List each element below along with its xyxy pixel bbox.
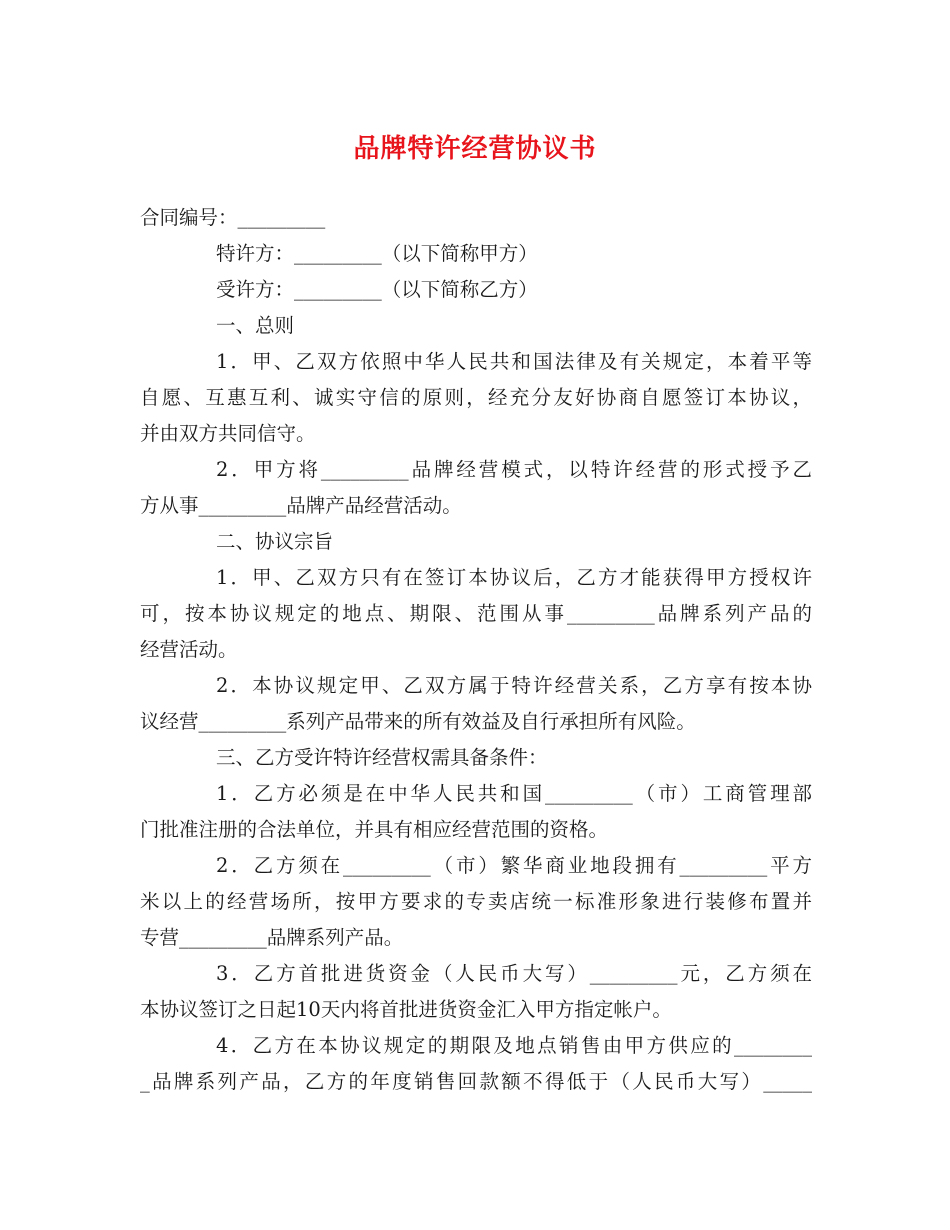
section-heading-purpose: 二、协议宗旨 — [216, 530, 334, 553]
section-heading-general: 一、总则 — [216, 314, 295, 337]
paragraph-line: 2．甲方将_________品牌经营模式，以特许经营的形式授予乙 — [216, 458, 812, 481]
paragraph-line: 自愿、互惠互利、诚实守信的原则，经充分友好协商自愿签订本协议， — [140, 386, 812, 409]
paragraph-line: 方从事_________品牌产品经营活动。 — [140, 494, 462, 517]
paragraph-line: _品牌系列产品，乙方的年度销售回款额不得低于（人民币大写）_____ — [140, 1070, 812, 1093]
paragraph-line: 4．乙方在本协议规定的期限及地点销售由甲方供应的________ — [216, 1034, 812, 1057]
paragraph-line: 1．甲、乙双方只有在签订本协议后，乙方才能获得甲方授权许 — [216, 566, 812, 589]
document-title: 品牌特许经营协议书 — [353, 134, 597, 164]
licensor-line: 特许方：_________（以下简称甲方） — [216, 242, 538, 265]
paragraph-line: 并由双方共同信守。 — [140, 422, 316, 445]
contract-number-line: 合同编号：_________ — [140, 206, 326, 229]
paragraph-line: 3．乙方首批进货资金（人民币大写）_________元，乙方须在 — [216, 962, 812, 985]
paragraph-line: 议经营_________系列产品带来的所有效益及自行承担所有风险。 — [140, 710, 696, 733]
document-body — [140, 200, 812, 1100]
section-heading-conditions: 三、乙方受许特许经营权需具备条件： — [216, 746, 548, 769]
paragraph-line: 2．本协议规定甲、乙双方属于特许经营关系，乙方享有按本协 — [216, 674, 812, 697]
paragraph-line: 可，按本协议规定的地点、期限、范围从事_________品牌系列产品的 — [140, 602, 812, 625]
paragraph-line: 1．乙方必须是在中华人民共和国_________（市）工商管理部 — [216, 782, 812, 805]
paragraph-line: 门批准注册的合法单位，并具有相应经营范围的资格。 — [140, 818, 609, 841]
paragraph-line: 1．甲、乙双方依照中华人民共和国法律及有关规定，本着平等 — [216, 350, 812, 373]
licensee-line: 受许方：_________（以下简称乙方） — [216, 278, 538, 301]
paragraph-line: 米以上的经营场所，按甲方要求的专卖店统一标准形象进行装修布置并 — [140, 890, 812, 913]
paragraph-line: 专营_________品牌系列产品。 — [140, 926, 404, 949]
paragraph-line: 2．乙方须在_________（市）繁华商业地段拥有_________平方 — [216, 854, 812, 877]
paragraph-line: 本协议签订之日起10天内将首批进货资金汇入甲方指定帐户。 — [140, 998, 672, 1021]
paragraph-line: 经营活动。 — [140, 638, 238, 661]
